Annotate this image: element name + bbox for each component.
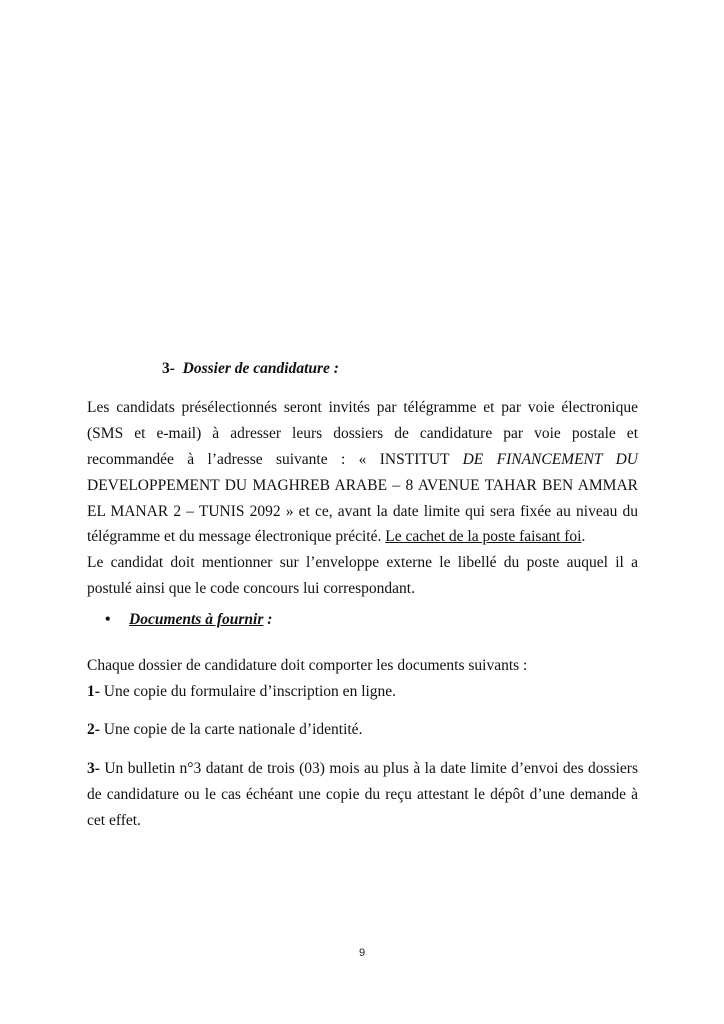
list-item (87, 718, 362, 742)
documents-bullet (105, 608, 272, 632)
documents-heading-suffix: : (263, 611, 273, 628)
paragraph-line: postulé ainsi que le code concours lui correspondant. (87, 580, 415, 598)
bullet-icon: • (105, 611, 111, 628)
item-text: Une copie du formulaire d’inscription en ligne. (99, 683, 397, 700)
item-number: 2- (87, 721, 100, 738)
paragraph-line: Le candidat doit mentionner sur l’enveloppe externe le libellé du poste auquel il a (87, 554, 638, 572)
line-text: télégramme et du message électronique précité. (87, 528, 386, 546)
paragraph-line (87, 524, 638, 550)
item-number: 3- (87, 760, 100, 777)
line-text: . (581, 528, 586, 546)
postmark-note: Le cachet de la poste faisant foi (385, 528, 582, 546)
address-text: recommandée à l’adresse suivante : « INSTITUT (87, 450, 463, 468)
paragraph-line (87, 447, 638, 473)
paragraph-line: (SMS et e-mail) à adresser leurs dossiers de candidature par voie postale et (87, 424, 638, 442)
paragraph-line: DEVELOPPEMENT DU MAGHREB ARABE – 8 AVENUE TAHAR BEN AMMAR (87, 476, 638, 494)
item-number: 1- (87, 683, 100, 700)
paragraph-line: EL MANAR 2 – TUNIS 2092 » et ce, avant la date limite qui sera fixée au niveau du (87, 502, 638, 520)
address-italic-text: DE FINANCEMENT DU (462, 450, 638, 468)
paragraph-line: de candidature ou le cas échéant une copie du reçu attestant le dépôt d’une demande à (87, 785, 638, 803)
paragraph-line: Les candidats présélectionnés seront invités par télégramme et par voie électronique (87, 399, 638, 416)
page-number: 9 (358, 947, 366, 959)
item-text: Un bulletin n°3 datant de trois (03) mois au plus à la date limite d’envoi des dossiers (99, 760, 638, 777)
list-item (87, 680, 396, 704)
section-heading (162, 357, 339, 381)
paragraph-line (87, 756, 638, 782)
item-text: Une copie de la carte nationale d’identité. (99, 721, 363, 738)
list-item (87, 756, 638, 834)
paragraph-submission-instructions (87, 395, 638, 602)
documents-intro: Chaque dossier de candidature doit comporter les documents suivants : (87, 657, 528, 674)
section-number: 3- (162, 360, 175, 377)
documents-heading: Documents à fournir (129, 611, 264, 628)
paragraph-line: cet effet. (87, 811, 141, 829)
section-title: Dossier de candidature : (182, 360, 339, 377)
